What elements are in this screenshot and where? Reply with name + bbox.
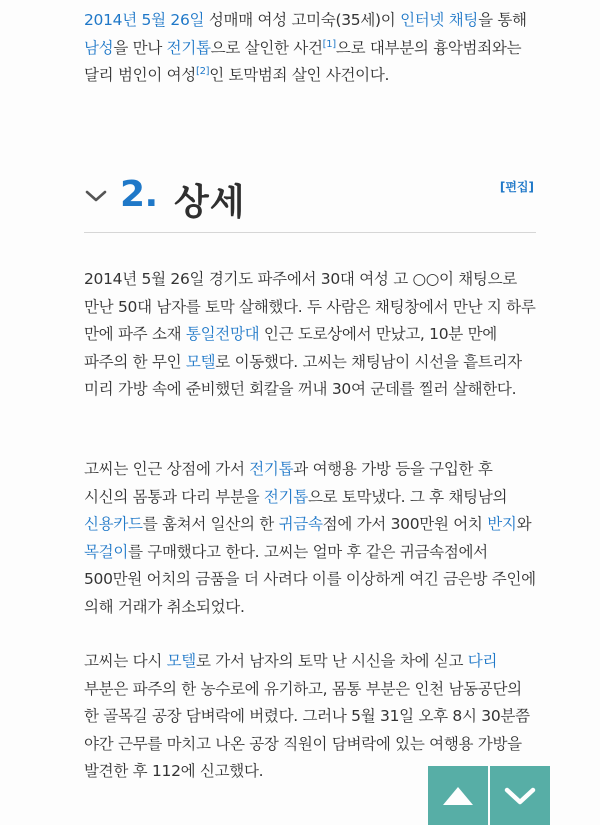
scroll-bottom-button[interactable] [490,766,550,825]
scroll-controls [428,766,550,825]
text-run: 와 [516,515,532,533]
motel-link[interactable]: 모텔 [185,352,216,371]
triangle-up-icon [441,785,475,807]
text-run: 를 훔쳐서 일산의 한 [142,515,279,533]
chainsaw-link[interactable]: 전기톱 [166,38,211,57]
jewelry-link[interactable]: 귀금속 [278,515,323,533]
text-run: 를 구매했다고 한다. 고씨는 얼마 후 같은 귀금속점에서 500만원 어치의 금품을 더 사려다 이를 이상하게 여긴 금은방 주인에 의해 거래가 취소되었다. [84,542,536,616]
detail-paragraph-3 [84,648,536,786]
text-run: 으로 대부분의 흉악범죄와는 달리 범인이 여성 [84,38,522,84]
text-run: 로 가서 남자의 토막 난 시신을 차에 싣고 [195,652,468,670]
leg-link[interactable]: 다리 [467,652,498,670]
text-run: 으로 토막냈다. 그 후 채팅남의 [307,487,508,506]
ring-link[interactable]: 반지 [487,515,517,533]
footnote-ref-2[interactable]: [2] [195,66,210,77]
text-run: 2014년 5월 26일 경기도 파주에서 30대 여성 고 ○○이 채팅으로 만난 50대 남자를 토막 살해했다. 두 사람은 채팅창에서 만난 지 하루 만에 파주 소재 [84,270,536,343]
detail-paragraph-2 [84,456,536,621]
text-run: 고씨는 다시 [84,652,167,670]
motel-link[interactable]: 모텔 [166,652,196,670]
text-run: 성매매 여성 고미숙(35세)이 [204,11,401,29]
text-run: 인 토막범죄 살인 사건이다. [209,66,390,84]
necklace-link[interactable]: 목걸이 [84,542,129,561]
text-run: 을 만나 [113,38,167,57]
text-run: 으로 살인한 사건 [210,38,323,57]
edit-link[interactable]: [편집] [499,180,534,194]
text-run: 로 이동했다. 고씨는 채팅남이 시선을 흩트리자 미리 가방 속에 준비했던 회칼을 꺼내 30여 군데를 찔러 살해한다. [84,352,522,398]
male-link[interactable]: 남성 [84,38,114,57]
text-run: 부분은 파주의 한 농수로에 유기하고, 몸통 부분은 인천 남동공단의 한 골목길 공장 담벼락에 버렸다. 그러나 5월 31일 오후 8시 30분쯤 야간 근무를 마치고 나온 공장 직원이 담벼락에 있는 여행용 가방을 발견한 후 112에 신고했다. [84,679,530,780]
observatory-link[interactable]: 통일전망대 [185,325,260,343]
chainsaw-link-2[interactable]: 전기톱 [263,487,308,506]
footnote-ref-1[interactable]: [1] [322,38,336,50]
section-title: 상세 [174,182,246,223]
text-run: 을 통해 [478,11,527,29]
text-run: 인근 도로상에서 만났고, 10분 만에 파주의 한 무인 [84,325,497,371]
section-number: 2. [120,174,158,215]
chevron-down-icon[interactable] [84,188,108,204]
scroll-top-button[interactable] [428,766,488,825]
text-run: 과 여행용 가방 등을 구입한 후 시신의 몸통과 다리 부분을 [84,460,493,506]
text-run: 고씨는 인근 상점에 가서 [84,460,250,478]
chainsaw-link[interactable]: 전기톱 [249,460,294,478]
credit-card-link[interactable]: 신용카드 [84,515,143,533]
chevron-down-icon [503,785,537,807]
text-run: 점에 가서 300만원 어치 [322,515,488,533]
internet-chat-link[interactable]: 인터넷 채팅 [400,11,479,29]
date-link[interactable]: 2014년 5월 26일 [84,11,205,29]
section-heading [84,170,536,233]
intro-paragraph [84,7,536,90]
detail-paragraph-1 [84,266,536,404]
